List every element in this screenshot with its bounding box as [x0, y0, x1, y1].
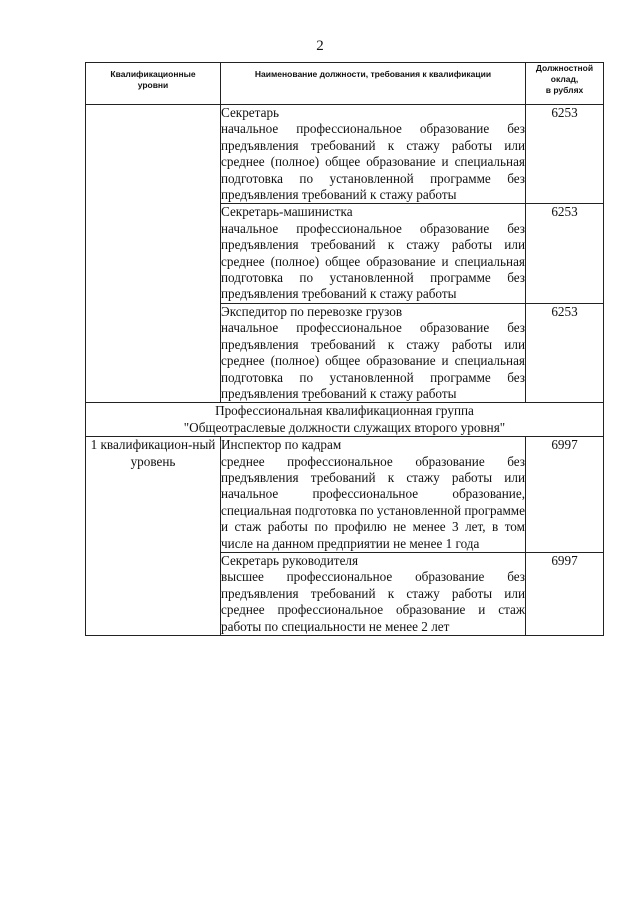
salary-cell: 6253 — [526, 105, 604, 204]
header-salary-line2: оклад, — [550, 74, 579, 84]
header-position-text: Наименование должности, требования к квалификации — [254, 69, 492, 79]
header-level — [86, 63, 221, 105]
header-level-line2: уровни — [137, 80, 169, 90]
level-cell-empty — [86, 105, 221, 403]
position-requirements: начальное профессиональное образование без предъявления требований к стажу работы или среднее (полное) общее образование и специальная подготовка по установленной программе без предъявления требований к стажу работы — [221, 220, 525, 302]
position-cell — [221, 552, 526, 635]
position-cell — [221, 303, 526, 402]
salary-cell: 6997 — [526, 552, 604, 635]
salary-cell: 6253 — [526, 303, 604, 402]
group-title-line1: Профессиональная квалификационная группа — [215, 403, 474, 419]
table-row — [86, 437, 604, 553]
position-requirements: начальное профессиональное образование без предъявления требований к стажу работы или среднее (полное) общее образование и специальная подготовка по установленной программе без предъявления требований к стажу работы — [221, 320, 525, 401]
position-title: Экспедитор по перевозке грузов — [221, 303, 403, 319]
qualification-table — [85, 62, 604, 636]
page-number: 2 — [316, 38, 324, 54]
position-title: Секретарь — [221, 105, 280, 120]
table-header-row — [86, 63, 604, 105]
salary-cell: 6997 — [526, 437, 604, 553]
position-title: Секретарь руководителя — [221, 552, 359, 568]
position-cell — [221, 105, 526, 204]
position-title: Секретарь-машинистка — [221, 204, 353, 220]
table-row — [86, 105, 604, 204]
position-title: Инспектор по кадрам — [221, 437, 342, 453]
header-level-line1: Квалификационные — [110, 69, 196, 79]
position-requirements: среднее профессиональное образование без предъявления требований к стажу работы или начальное профессиональное образование, специальная подготовка по установленной программе и стаж работы по профилю не менее 3 лет, в том числе на данном предприятии не менее 1 года — [221, 453, 525, 551]
header-salary-line1: Должностной — [535, 63, 594, 73]
group-header-row — [86, 403, 604, 437]
header-position — [221, 63, 526, 105]
position-cell — [221, 437, 526, 553]
salary-cell: 6253 — [526, 204, 604, 303]
position-cell — [221, 204, 526, 303]
level-cell: 1 квалификацион-ный уровень — [86, 437, 221, 636]
position-requirements: высшее профессиональное образование без предъявления требований к стажу работы или среднее профессиональное образование и стаж работы по специальности не менее 2 лет — [221, 569, 525, 634]
position-requirements: начальное профессиональное образование без предъявления требований к стажу работы или среднее (полное) общее образование и специальная подготовка по установленной программе без предъявления требований к стажу работы — [221, 121, 525, 203]
header-salary-line3: в рублях — [545, 85, 584, 95]
group-title — [86, 403, 604, 437]
group-title-line2: "Общеотраслевые должности служащих второго уровня" — [183, 419, 506, 435]
header-salary — [526, 63, 604, 105]
